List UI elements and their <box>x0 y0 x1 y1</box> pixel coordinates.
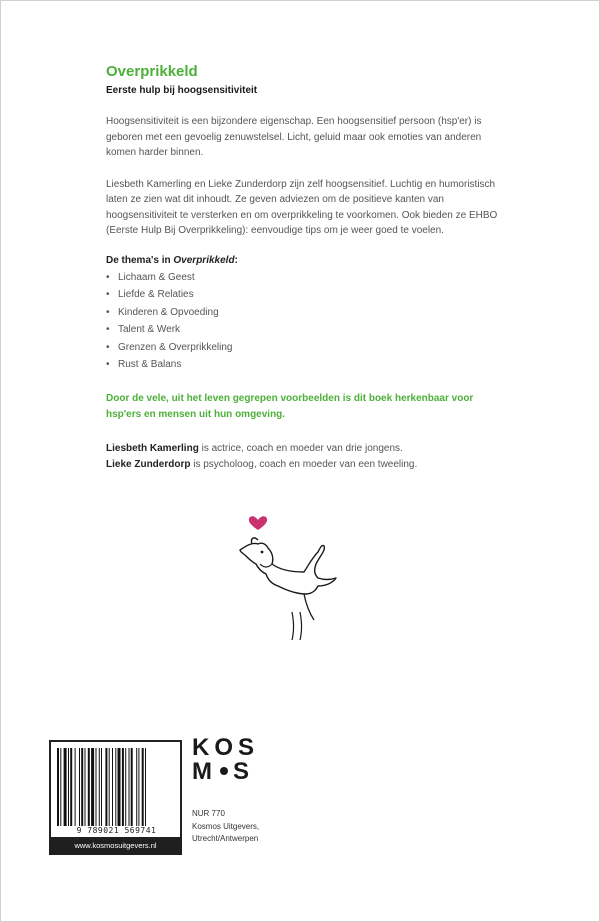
barcode-bar <box>75 748 76 826</box>
barcode-bar <box>70 748 72 826</box>
list-item: • Kinderen & Opvoeding <box>106 304 506 322</box>
barcode-bar <box>101 748 102 826</box>
book-subtitle: Eerste hulp bij hoogsensitiviteit <box>106 85 258 96</box>
barcode-bar <box>136 748 137 826</box>
nur-code: NUR 770 <box>192 809 225 818</box>
list-item: • Grenzen & Overprikkeling <box>106 339 506 357</box>
themes-list <box>106 269 506 374</box>
list-item: • Liefde & Relaties <box>106 286 506 304</box>
highlight-text: Door de vele, uit het leven gegrepen voorbeelden is dit boek herkenbaar voor hsp'ers en mensen uit hun omgeving. <box>106 392 474 420</box>
barcode-bar <box>64 748 67 826</box>
barcode-bar <box>81 748 83 826</box>
barcode-bar <box>60 748 61 826</box>
barcode-bar <box>79 748 80 826</box>
barcode-bar <box>115 748 116 826</box>
barcode-bar <box>99 748 100 826</box>
barcode-bar <box>118 748 121 826</box>
list-item: • Talent & Werk <box>106 321 506 339</box>
barcode-bar <box>91 748 94 826</box>
publisher-name: Kosmos Uitgevers, <box>192 821 260 831</box>
author-bios <box>106 441 506 473</box>
author-bio: Liesbeth Kamerling is actrice, coach en moeder van drie jongens. <box>106 442 403 454</box>
barcode-bar <box>142 748 144 826</box>
back-cover-text <box>106 62 506 473</box>
intro-paragraph: Hoogsensitiviteit is een bijzondere eigenschap. Een hoogsensitief persoon (hsp'er) is geboren met een gevoelig zenuwstelsel. Licht, geluid maar ook emoties van anderen komen harder binnen. <box>106 116 482 158</box>
barcode-bar <box>112 748 113 826</box>
logo-bottom: M S <box>192 758 255 785</box>
dog-illustration-icon <box>232 508 350 648</box>
barcode-icon <box>57 748 177 826</box>
publisher-url: www.kosmosuitgevers.nl <box>49 837 182 855</box>
list-item: • Rust & Balans <box>106 356 506 374</box>
book-title: Overprikkeld <box>106 63 198 80</box>
barcode-bar <box>109 748 110 826</box>
barcode-bar <box>122 748 124 826</box>
publisher-location: Utrecht/Antwerpen <box>192 834 259 843</box>
logo-top: KOS <box>192 734 260 761</box>
barcode-bar <box>125 748 126 826</box>
barcode-bar <box>57 748 59 826</box>
author-bio: Lieke Zunderdorp is psycholoog, coach en moeder van een tweeling. <box>106 458 418 470</box>
themes-heading: De thema's in Overprikkeld: <box>106 254 238 266</box>
barcode-bar <box>68 748 69 826</box>
barcode-bar <box>138 748 139 826</box>
kosmos-logo <box>192 736 262 784</box>
barcode-bar <box>96 748 97 826</box>
list-item: • Lichaam & Geest <box>106 269 506 287</box>
logo-dot-icon <box>220 767 228 775</box>
heart-icon <box>249 516 267 530</box>
barcode-bar <box>88 748 90 826</box>
barcode-bar <box>131 748 133 826</box>
barcode-bar <box>145 748 146 826</box>
barcode-bar <box>85 748 86 826</box>
authors-paragraph: Liesbeth Kamerling en Lieke Zunderdorp zijn zelf hoogsensitief. Luchtig en humoristisch laten ze zien wat dit inhoudt. Ze geven adviezen om de positieve kanten van hoogsensitiviteit te versterken en om overprikkeling te voorkomen. Ook bieden ze EHBO (Eerste Hulp Bij Overprikkeling): eenvoudige tips om je weer goed te voelen. <box>106 178 498 236</box>
barcode-bar <box>129 748 130 826</box>
barcode-bar <box>105 748 107 826</box>
publisher-info <box>192 808 259 846</box>
isbn-number: 9 789021 569741 <box>76 826 157 835</box>
